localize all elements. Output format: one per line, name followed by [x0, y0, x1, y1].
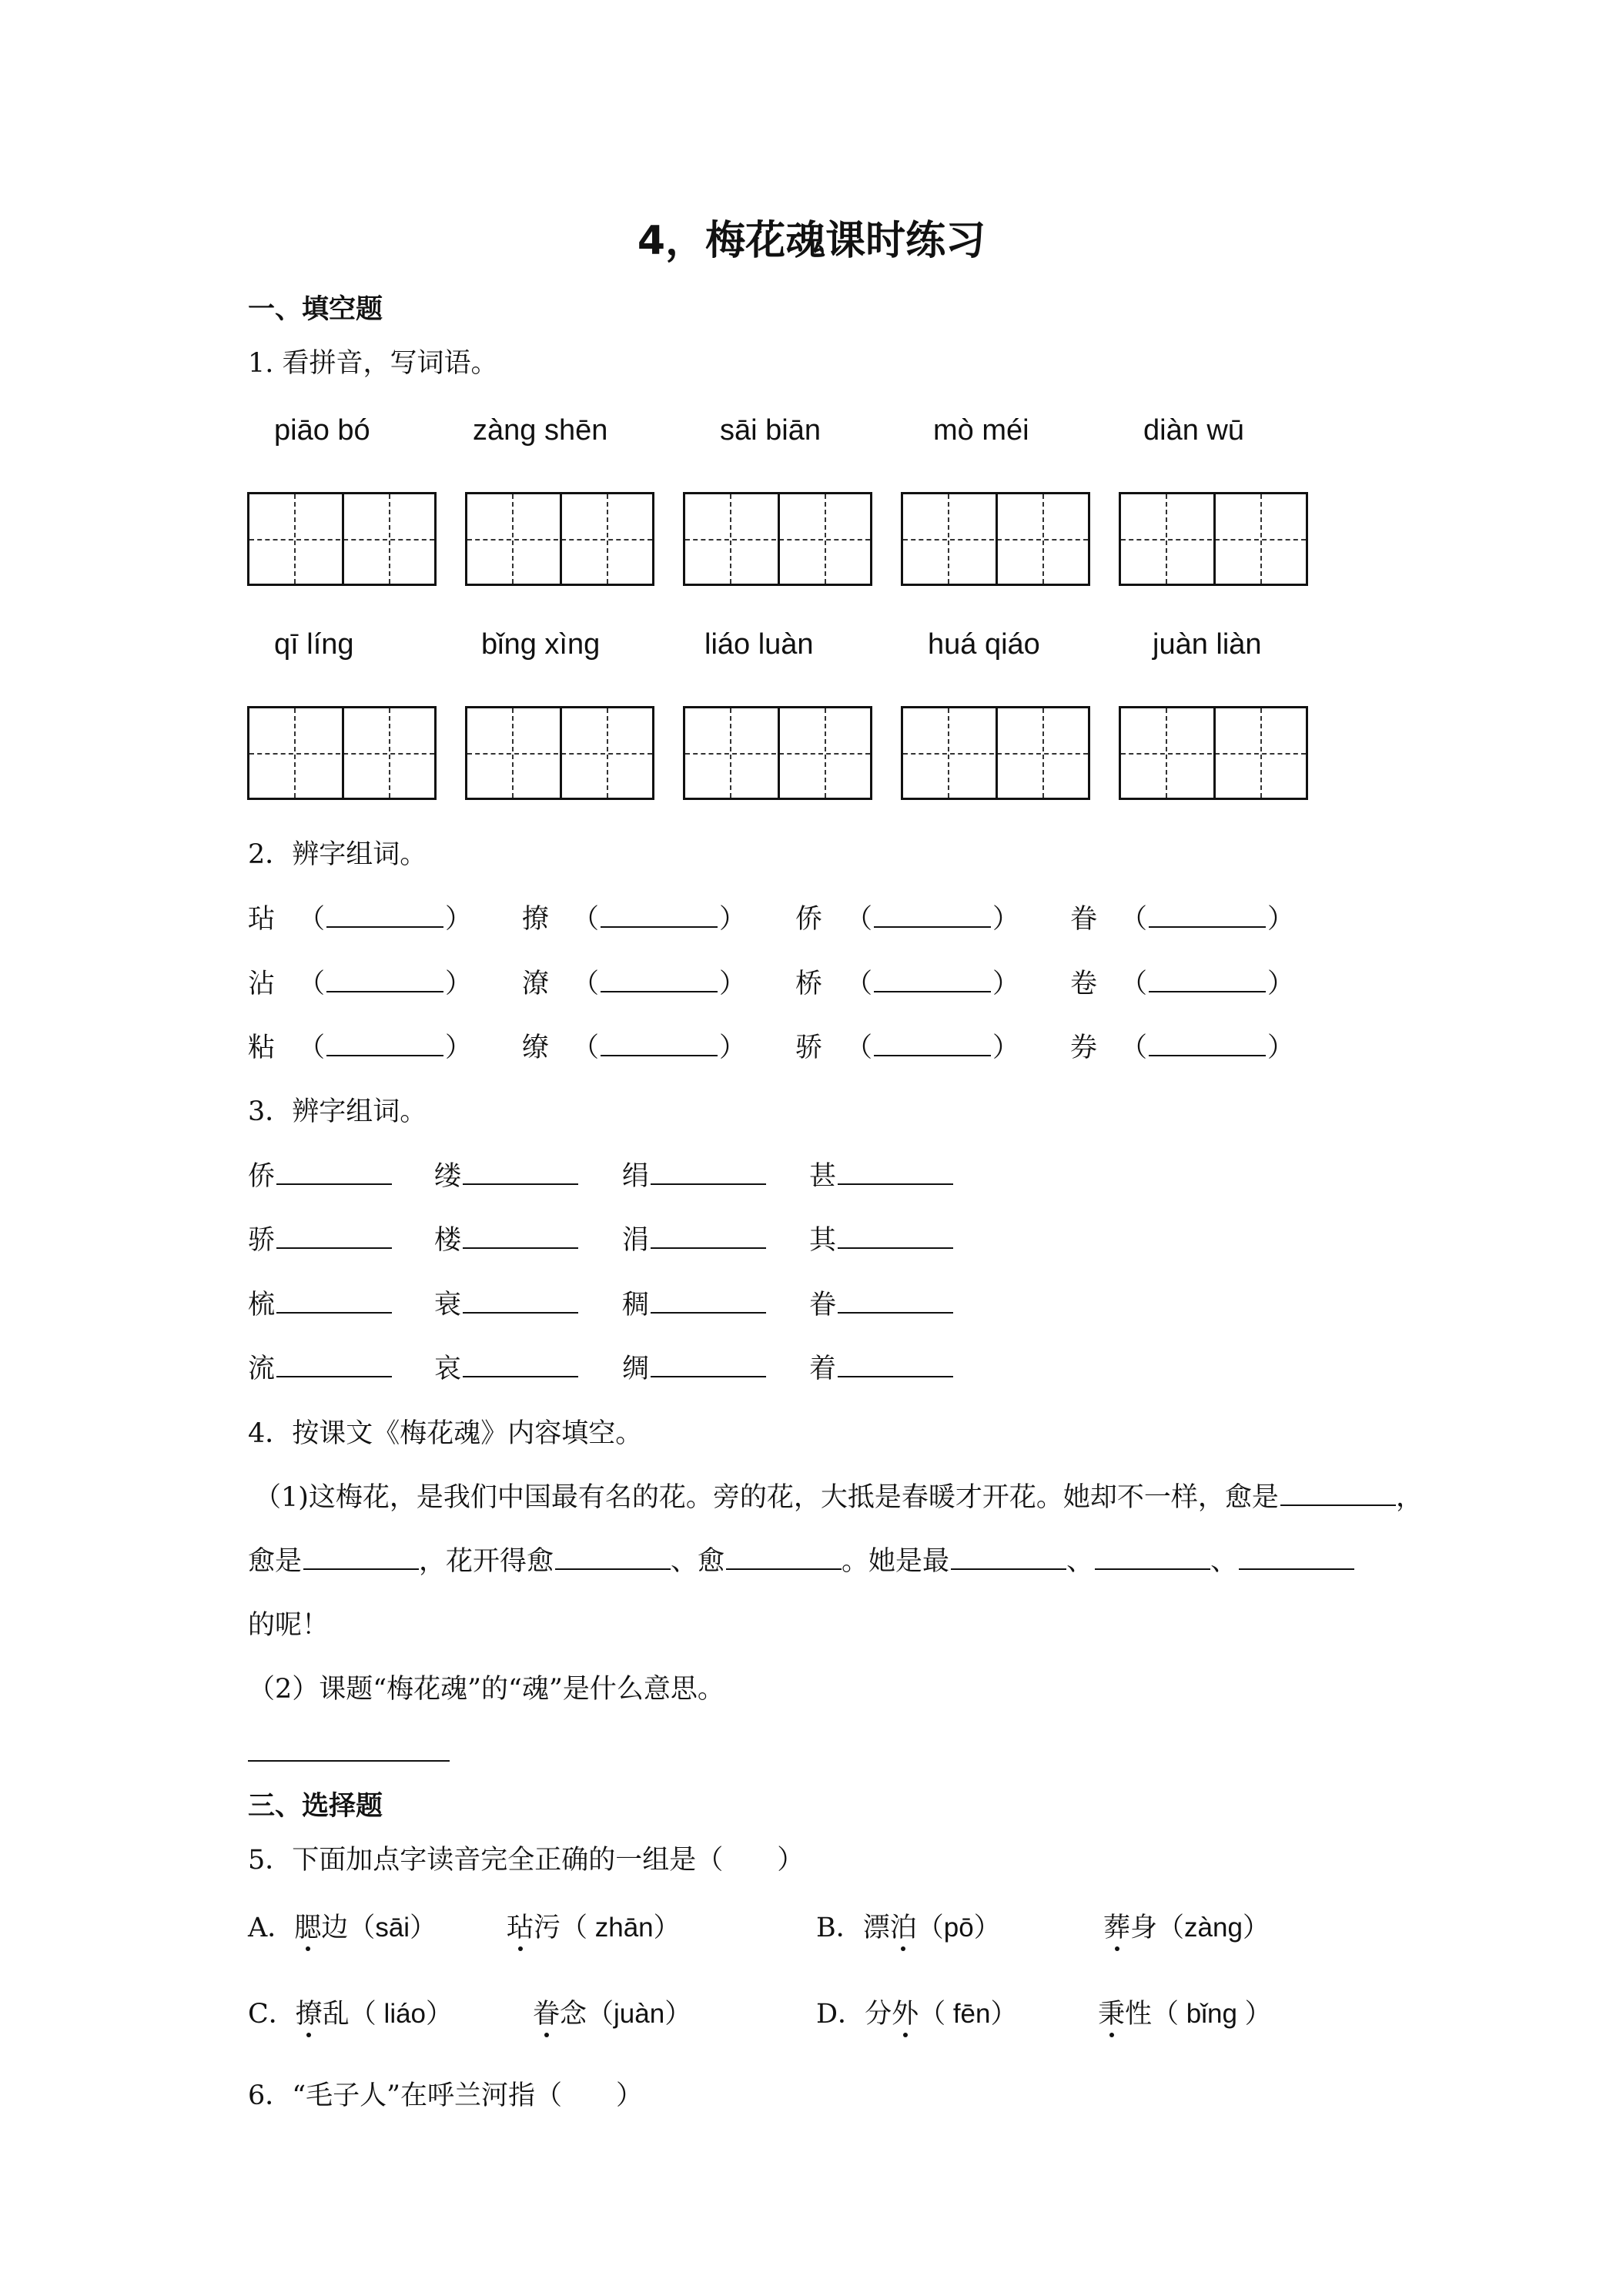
writing-grid[interactable] [247, 706, 437, 800]
question-5-label: 5．下面加点字读音完全正确的一组是（ ） [248, 1845, 805, 1876]
q3-char: 眷 [809, 1290, 837, 1320]
question-3-label: 3．辨字组词。 [248, 1096, 427, 1127]
dotted-char: 泊 [889, 1913, 917, 1943]
answer-blank[interactable] [463, 1287, 578, 1314]
q3-char: 绢 [622, 1161, 650, 1192]
question-1-label: 1. 看拼音，写词语。 [248, 348, 498, 379]
answer-blank[interactable] [838, 1223, 953, 1249]
q3-item [622, 1219, 766, 1257]
answer-blank[interactable] [601, 902, 718, 928]
option-text: ） [1242, 1913, 1270, 1943]
q3-char: 梳 [248, 1290, 276, 1320]
option-key: C． [248, 1999, 296, 2030]
q3-char: 侨 [248, 1161, 276, 1192]
answer-blank[interactable] [1149, 1030, 1266, 1056]
q2-paren-open: （ [845, 969, 873, 999]
q2-char: 沾 [248, 969, 276, 999]
answer-blank[interactable] [326, 1030, 443, 1056]
q2-paren-open: （ [572, 1033, 600, 1063]
answer-blank[interactable] [874, 966, 991, 992]
q2-paren-close: ） [719, 969, 747, 999]
option-pinyin: fēn [945, 1999, 991, 2029]
q3-char: 流 [248, 1354, 276, 1384]
q2-paren-open: （ [1120, 1033, 1148, 1063]
q3-item [809, 1155, 953, 1193]
answer-blank[interactable] [1149, 966, 1266, 992]
option-text: 分 [865, 1999, 892, 2030]
option-text: 污（ [534, 1913, 588, 1943]
option-text: 念（ [560, 1999, 614, 2030]
q2-char: 骄 [795, 1033, 823, 1063]
q2-item [795, 898, 1019, 936]
option-d-word-2 [1098, 1993, 1272, 2031]
answer-blank[interactable] [1280, 1480, 1396, 1506]
option-text: ） [990, 1999, 1018, 2030]
dotted-char: 撩 [295, 1999, 323, 2030]
q2-paren-open: （ [298, 1033, 326, 1063]
option-pinyin: zàng [1184, 1913, 1243, 1943]
answer-blank[interactable] [463, 1351, 578, 1377]
answer-blank[interactable] [303, 1544, 419, 1570]
answer-blank[interactable] [463, 1159, 578, 1185]
writing-grid[interactable] [465, 492, 654, 586]
pinyin-label: huá qiáo [928, 628, 1040, 661]
q2-item [1070, 898, 1294, 936]
q2-item [1070, 1026, 1294, 1065]
q4-line-1 [254, 1476, 1423, 1514]
option-a-word-2 [507, 1906, 681, 1945]
pinyin-label: bǐng xìng [481, 628, 601, 661]
option-pinyin: pō [943, 1913, 974, 1943]
option-text: ） [973, 1913, 1001, 1943]
pinyin-label: mò méi [933, 414, 1029, 447]
option-pinyin: juàn [614, 1999, 665, 2029]
q4-text: 、愈 [671, 1546, 725, 1577]
q4-text: 愈是 [248, 1546, 303, 1577]
q4-sub-2: （2）课题“梅花魂”的“魂”是什么意思。 [248, 1674, 724, 1705]
writing-grid[interactable] [1119, 706, 1308, 800]
writing-grid[interactable] [901, 492, 1090, 586]
dotted-char: 外 [892, 1999, 919, 2030]
answer-blank[interactable] [874, 1030, 991, 1056]
option-text: ） [410, 1913, 437, 1943]
answer-blank[interactable] [651, 1223, 766, 1249]
pinyin-label: juàn liàn [1153, 628, 1262, 661]
pinyin-label: liáo luàn [704, 628, 814, 661]
q4-text: （1)这梅花，是我们中国最有名的花。旁的花，大抵是春暖才开花。她却不一样，愈是 [254, 1482, 1279, 1513]
q3-item [248, 1155, 392, 1193]
page-title: 4，梅花魂课时练习 [637, 218, 986, 264]
q2-char: 卷 [1070, 969, 1098, 999]
q2-paren-open: （ [572, 904, 600, 935]
q2-item [248, 898, 472, 936]
answer-blank[interactable] [276, 1351, 392, 1377]
q2-paren-close: ） [719, 1033, 747, 1063]
answer-blank[interactable] [651, 1287, 766, 1314]
dotted-char: 腮 [294, 1913, 322, 1943]
answer-blank[interactable] [601, 1030, 718, 1056]
q2-paren-close: ） [1267, 904, 1295, 935]
answer-blank[interactable] [651, 1351, 766, 1377]
answer-blank[interactable] [1149, 902, 1266, 928]
q2-item [795, 1026, 1019, 1065]
option-key: B． [816, 1913, 863, 1943]
q2-paren-open: （ [1120, 904, 1148, 935]
q2-item [795, 962, 1019, 1001]
option-key: D． [816, 1999, 865, 2030]
q2-paren-close: ） [445, 969, 473, 999]
option-c-word-2 [533, 1993, 691, 2031]
pinyin-label: sāi biān [720, 414, 821, 447]
answer-blank[interactable] [463, 1223, 578, 1249]
q2-char: 眷 [1070, 904, 1098, 935]
writing-grid[interactable] [683, 492, 872, 586]
dotted-char: 玷 [507, 1913, 534, 1943]
option-pinyin: liáo [376, 1999, 427, 2029]
q4-text: 、 [1210, 1546, 1238, 1577]
option-text: （ [919, 1999, 946, 2030]
answer-blank[interactable] [601, 966, 718, 992]
writing-grid[interactable] [901, 706, 1090, 800]
answer-blank[interactable] [276, 1159, 392, 1185]
section-heading-choice: 三、选择题 [248, 1791, 383, 1822]
answer-blank[interactable] [651, 1159, 766, 1185]
q2-paren-close: ） [992, 1033, 1020, 1063]
question-4-label: 4．按课文《梅花魂》内容填空。 [248, 1418, 643, 1449]
q2-char: 潦 [522, 969, 550, 999]
answer-blank[interactable] [326, 902, 443, 928]
option-text: 身（ [1130, 1913, 1185, 1943]
answer-blank[interactable] [555, 1544, 671, 1570]
q3-char: 哀 [434, 1354, 462, 1384]
q2-paren-close: ） [445, 904, 473, 935]
q2-paren-close: ） [1267, 969, 1295, 999]
pinyin-label: zàng shēn [473, 414, 608, 447]
option-a[interactable] [248, 1906, 437, 1945]
q2-item [1070, 962, 1294, 1001]
q4-text: 。她是最 [842, 1546, 950, 1577]
q2-char: 券 [1070, 1033, 1098, 1063]
q2-paren-close: ） [992, 969, 1020, 999]
q3-char: 衰 [434, 1290, 462, 1320]
q3-char: 涓 [622, 1225, 650, 1256]
option-pinyin: zhān [587, 1913, 654, 1943]
q2-char: 桥 [795, 969, 823, 999]
answer-blank[interactable] [838, 1287, 953, 1314]
answer-blank[interactable] [874, 902, 991, 928]
q3-char: 缕 [434, 1161, 462, 1192]
q2-paren-open: （ [845, 904, 873, 935]
q3-item [434, 1347, 578, 1386]
writing-grid[interactable] [683, 706, 872, 800]
q2-item [248, 962, 472, 1001]
option-b-word-2 [1103, 1906, 1270, 1945]
option-d[interactable] [816, 1993, 1018, 2031]
q3-item [622, 1155, 766, 1193]
option-key: A． [248, 1913, 295, 1943]
pinyin-label: qī líng [274, 628, 354, 661]
q3-item [809, 1219, 953, 1257]
writing-grid[interactable] [465, 706, 654, 800]
q2-item [248, 1026, 472, 1065]
q3-item [248, 1284, 392, 1322]
dotted-char: 眷 [533, 1999, 561, 2030]
q4-line-3: 的呢！ [248, 1610, 330, 1641]
q3-char: 绸 [622, 1354, 650, 1384]
q2-paren-open: （ [1120, 969, 1148, 999]
pinyin-label: diàn wū [1143, 414, 1244, 447]
q3-item [809, 1284, 953, 1322]
answer-blank[interactable] [838, 1159, 953, 1185]
q3-char: 甚 [809, 1161, 837, 1192]
q3-item [809, 1347, 953, 1386]
q3-char: 楼 [434, 1225, 462, 1256]
question-2-label: 2．辨字组词。 [248, 839, 427, 870]
option-text: 边（ [321, 1913, 376, 1943]
q3-char: 骄 [248, 1225, 276, 1256]
option-text: 漂 [862, 1913, 890, 1943]
question-6-label: 6．“毛子人”在呼兰河指（ ） [248, 2080, 644, 2111]
section-heading-fill: 一、填空题 [248, 294, 383, 325]
q3-item [622, 1347, 766, 1386]
q2-paren-close: ） [719, 904, 747, 935]
q3-item [434, 1284, 578, 1322]
q2-paren-open: （ [572, 969, 600, 999]
pinyin-label: piāo bó [274, 414, 370, 447]
q3-item [434, 1219, 578, 1257]
dotted-char: 秉 [1098, 1999, 1126, 2030]
q2-paren-open: （ [298, 904, 326, 935]
option-c[interactable] [248, 1993, 453, 2031]
q3-char: 稠 [622, 1290, 650, 1320]
q2-item [522, 898, 746, 936]
q2-item [522, 1026, 746, 1065]
writing-grid[interactable] [247, 492, 437, 586]
q3-char: 着 [809, 1354, 837, 1384]
option-text: ） [426, 1999, 453, 2030]
answer-blank[interactable] [1095, 1544, 1210, 1570]
q2-paren-close: ） [445, 1033, 473, 1063]
answer-blank[interactable] [838, 1351, 953, 1377]
q3-item [434, 1155, 578, 1193]
answer-blank[interactable] [276, 1223, 392, 1249]
option-text: 乱（ [322, 1999, 376, 2030]
option-pinyin: bǐng [1179, 1999, 1245, 2029]
q2-paren-close: ） [1267, 1033, 1295, 1063]
q2-char: 撩 [522, 904, 550, 935]
option-b[interactable] [816, 1906, 1001, 1945]
q2-char: 玷 [248, 904, 276, 935]
q2-item [522, 962, 746, 1001]
option-text: ） [653, 1913, 681, 1943]
writing-grid[interactable] [1119, 492, 1308, 586]
q2-paren-open: （ [845, 1033, 873, 1063]
option-text: ） [664, 1999, 692, 2030]
q2-char: 粘 [248, 1033, 276, 1063]
option-pinyin: sāi [375, 1913, 410, 1943]
q4-line-2 [248, 1540, 1354, 1578]
q4-text: ， [1395, 1482, 1423, 1513]
option-text: （ [916, 1913, 944, 1943]
q4-text: ，花开得愈 [419, 1546, 554, 1577]
dotted-char: 葬 [1103, 1913, 1131, 1943]
answer-blank[interactable] [1239, 1544, 1354, 1570]
q2-paren-open: （ [298, 969, 326, 999]
q4-text: 、 [1066, 1546, 1094, 1577]
q3-char: 其 [809, 1225, 837, 1256]
option-text: 性（ [1125, 1999, 1180, 2030]
answer-blank[interactable] [276, 1287, 392, 1314]
q3-item [622, 1284, 766, 1322]
answer-blank[interactable] [726, 1544, 842, 1570]
answer-line[interactable] [248, 1760, 450, 1762]
option-text: ） [1244, 1999, 1272, 2030]
q2-char: 缭 [522, 1033, 550, 1063]
q3-item [248, 1347, 392, 1386]
answer-blank[interactable] [951, 1544, 1066, 1570]
answer-blank[interactable] [326, 966, 443, 992]
q2-paren-close: ） [992, 904, 1020, 935]
q3-item [248, 1219, 392, 1257]
q2-char: 侨 [795, 904, 823, 935]
